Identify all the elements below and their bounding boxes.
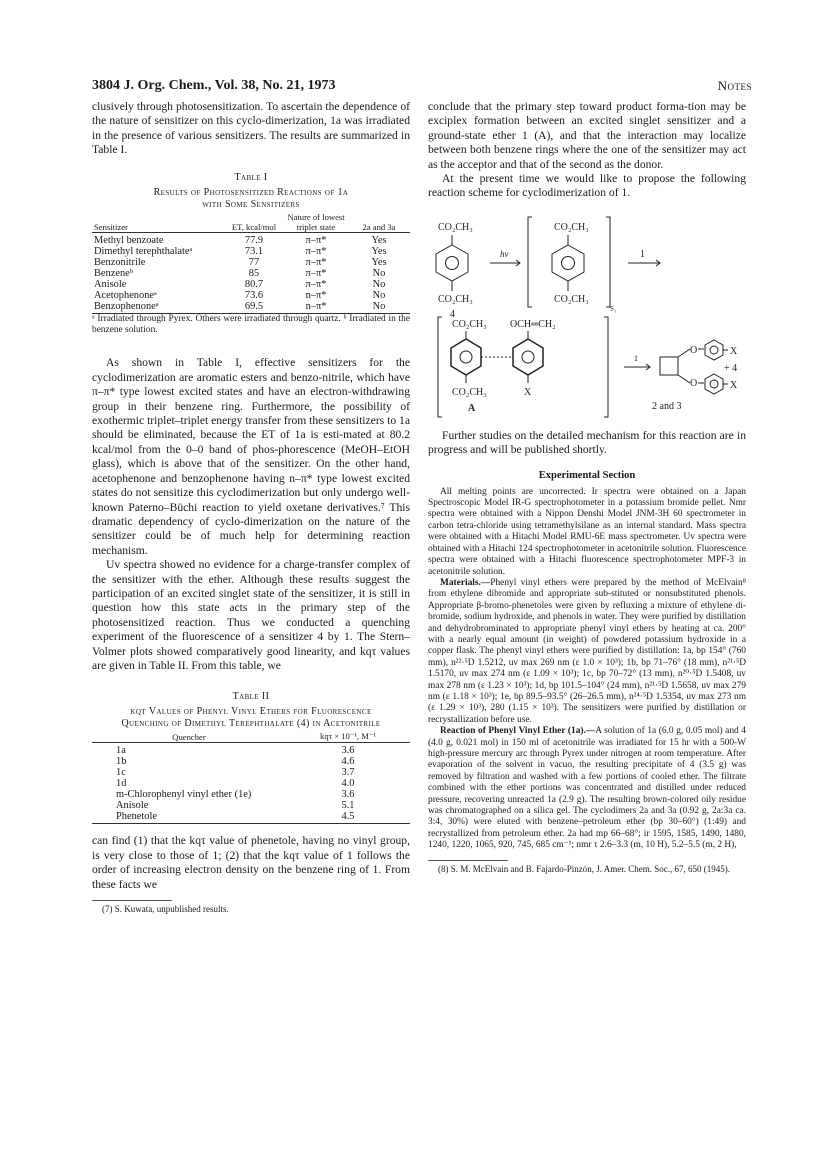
table2-row xyxy=(92,800,410,811)
footnote-7: (7) S. Kuwata, unpublished results. xyxy=(102,904,229,914)
table1-row xyxy=(92,257,410,268)
table1-cell: n–π* xyxy=(305,300,327,312)
table2-row xyxy=(92,767,410,778)
scheme-x-top: X xyxy=(730,345,738,357)
scheme-plus-4: + 4 xyxy=(724,362,738,374)
excited-sensitizer xyxy=(552,235,584,291)
table2-cell: 4.0 xyxy=(341,778,355,790)
table1-header-et: ET, kcal/mol xyxy=(231,221,277,232)
table2-row xyxy=(92,756,410,767)
table1-cell: 85 xyxy=(248,267,260,279)
table2-row xyxy=(92,778,410,789)
table2-cell: 1d xyxy=(116,778,127,790)
table2-cell: 3.6 xyxy=(341,789,355,801)
table2-cell: 4.6 xyxy=(341,756,355,768)
scheme-arrow-1: 1 xyxy=(640,248,645,260)
left-para-4: can find (1) that the kqτ value of phenetole, having no vinyl group, is very close to those of 1; (2) that the kqτ value of 1 follows the order of increasing electron density on the benzene ring of 1. From these facts we xyxy=(92,834,410,891)
table1-cell: Dimethyl terephthalateᵃ xyxy=(94,245,193,257)
table1-header-sensitizer: Sensitizer xyxy=(94,221,128,232)
table1-cell: Benzonitrile xyxy=(94,256,146,268)
table2-label: Table II xyxy=(232,691,270,703)
left-para-1: clusively through photosensitization. To ascertain the dependence of the nature of sensitizer on this cyclo-dimerization, 1a was irradiated in the presence of various sensitizers. The results are summarized in Table I. xyxy=(92,100,410,157)
table1-cell: Yes xyxy=(371,234,387,246)
table2-cell: Anisole xyxy=(116,800,149,812)
journal-citation: 3804 J. Org. Chem., Vol. 38, No. 21, 1973 xyxy=(92,78,336,93)
reaction-heading: Reaction of Phenyl Vinyl Ether (1a).— xyxy=(440,726,596,737)
table2-header-quencher: Quencher xyxy=(172,732,206,743)
scheme-x-A: X xyxy=(524,386,532,398)
materials-text: Phenyl vinyl ethers were prepared by the method of McElvain⁸ from ethylene dibromide and appropriate sub-stituted or nonsubstituted phenols. Appropriate β-bromo-phenetoles were given by refluxing a mixture of ethylene di-bromide, sodium hydroxide, and phenols in water. They were purified by distillation and dehydrobrominated to appropriate phenyl vinyl ethers by heating at ca. 200° with a nearly equal amount (in weight) of powdered potassium hydroxide in a copper flask. The phenyl vinyl ethers were purified by distillation: 1a, bp 154° (760 mm), n²²·⁵D 1.5212, uv max 269 nm (ε 1.0 × 10³); 1b, bp 71–76° (18 mm), n²¹·⁵D 1.5170, uv max 274 nm (ε 1.09 × 10³); 1c, bp 70–72° (13 mm), n²⁰·⁵D 1.5408, uv max 278 nm (ε 1.23 × 10³); 1d, bp 101.5–104° (24 mm), n²¹·⁵D 1.5658, uv max 279 nm (ε 1.18 × 10³); 1e, bp 89.5–93.5° (26–26.5 mm), n²⁴·⁵D 1.5354, uv max 273 nm (ε 1.29 × 10³), 280 (1.15 × 10³). The sensitizers were purified by distillation or recrystallization before use. xyxy=(428,577,746,725)
table1-label: Table I xyxy=(234,171,268,183)
table1-title-1: Results of Photosensitized Reactions of 1a xyxy=(153,186,349,198)
table2-cell: 1c xyxy=(116,767,126,779)
table1-cell: π–π* xyxy=(305,245,327,257)
scheme-o-bottom: O xyxy=(690,377,698,389)
table1-cell: 80.7 xyxy=(244,278,264,290)
reaction-text: A solution of 1a (6.0 g, 0.05 mol) and 4 (4.0 g, 0.021 mol) in 150 ml of acetonitrile was irradiated for 15 hr with a 500-W high-pressure mercury arc through Pyrex under nitrogen at room temperature. After evaporation of the solvent in vacuo, the resulting precipitate of 4 (3.5 g) was removed by filtration and washed with a few portions of cooled ether. The filtrate combined with the ether portions was concentrated and distilled under reduced pressure, recovering unreacted 1a (2.9 g). The resulting brown-colored oily residue was chromatographed on a silica gel. The cyclodimers 2a and 3a (0.92 g, 2a:3a ca. 3:4, 30%) were eluted with benzene–petroleum ether (bp 30–60°) (1:49) and recrystallized from petroleum ether. 2a had mp 66–68°; ir 1595, 1585, 1490, 1480, 1240, 1220, 1065, 920, 745, 685 cm⁻¹; nmr τ 2.6–3.3 (m, 10 H), 5.2–5.5 (m, 2 H), xyxy=(428,726,746,851)
table2-cell: m-Chlorophenyl vinyl ether (1e) xyxy=(116,789,252,801)
table1-cell: No xyxy=(372,300,386,312)
table1-cell: Methyl benzoate xyxy=(94,234,164,246)
table1-footnote: ᵃ Irradiated through Pyrex. Others were irradiated through quartz. ᵇ Irradiated in the benzene solution. xyxy=(92,313,410,336)
table2-cell: 5.1 xyxy=(341,800,355,812)
table2-cell: 1a xyxy=(116,745,126,757)
table1-header-result: 2a and 3a xyxy=(362,221,396,232)
scheme-co2ch3-A: CO₂CH₃ xyxy=(452,318,487,330)
scheme-label-A: A xyxy=(468,402,476,414)
left-para-3: Uv spectra showed no evidence for a charge-transfer complex of the sensitizer with the ether. Although these results suggest the participation of an excited singlet state of the sensitizer, it is still in question how this state acts in the primary step of the photosensitized reaction. Thus we conducted a quenching experiment of the fluorescence of a sensitizer 4 by 1. The Stern–Volmer plots showed comparatively good linearity, and kqτ values are given in Table II. From this table, we xyxy=(92,558,410,672)
table1-header-nature: Nature of lowest triplet state xyxy=(287,211,345,232)
table2-row xyxy=(92,789,410,800)
table2-cell: 3.7 xyxy=(341,767,355,779)
table1-row xyxy=(92,246,410,257)
table1 xyxy=(92,212,410,312)
table1-cell: π–π* xyxy=(305,234,327,246)
right-para-3: Further studies on the detailed mechanism for this reaction are in progress and will be published shortly. xyxy=(428,428,746,457)
table2-title-2: Quenching of Dimethyl Terephthalate (4) in Acetonitrile xyxy=(121,718,381,730)
table2 xyxy=(92,731,410,822)
table1-row xyxy=(92,279,410,290)
scheme-s1: S₁ xyxy=(610,304,617,313)
table1-cell: No xyxy=(372,267,386,279)
footnote-8: (8) S. M. McElvain and B. Fajardo-Pinzón, J. Amer. Chem. Soc., 67, 650 (1945). xyxy=(438,863,730,874)
materials-heading: Materials.— xyxy=(440,577,491,588)
table2-row xyxy=(92,811,410,822)
table1-cell: 73.1 xyxy=(244,245,264,257)
table1-cell: π–π* xyxy=(305,278,327,290)
table1-cell: 73.6 xyxy=(244,289,264,301)
table1-cell: 77.9 xyxy=(244,234,264,246)
scheme-co2ch3-top: CO₂CH₃ xyxy=(438,221,473,233)
table1-cell: No xyxy=(372,278,386,290)
table1-row xyxy=(92,301,410,312)
table1-cell: π–π* xyxy=(305,256,327,268)
table1-cell: n–π* xyxy=(305,289,327,301)
exciplex-A xyxy=(451,331,543,383)
right-para-2: At the present time we would like to propose the following reaction scheme for cyclodimerization of 1. xyxy=(428,172,746,200)
left-para-2: As shown in Table I, effective sensitizers for the cyclodimerization are aromatic esters and benzo-nitrile, which have π–π* type lowest excited states and have an electron-withdrawing group in their benzene ring. Furthermore, the possibility of exothermic triplet–triplet energy transfer from these sensitizers to 1a should be eliminated, because the ET of 1a is esti-mated at 80.2 kcal/mol from the 0–0 band of phos-phorescence (MeOH–EtOH glass), which is above that of the sensitizer. On the other hand, acetophenone and benzophenone having n–π* type lowest excited states do not sensitize this cyclodimerization but only undergo well-known Paterno–Büchi reaction to yield oxetane derivatives.⁷ This dramatic dependency of cyclo-dimerization on the nature of the sensitizer could be of much help for determining reaction mechanism. xyxy=(92,356,410,557)
scheme-label-4: 4 xyxy=(450,308,455,320)
scheme-och-ch2: OCH═CH₂ xyxy=(510,318,556,330)
scheme-hv: hν xyxy=(500,248,509,259)
left-column xyxy=(92,100,410,915)
table1-cell: Benzeneᵇ xyxy=(94,267,133,279)
table1-cell: 69.5 xyxy=(244,300,264,312)
table1-row xyxy=(92,268,410,279)
table1-cell: Benzophenoneᵃ xyxy=(94,300,159,312)
experimental-para-1: All melting points are uncorrected. Ir spectra were obtained on a Japan Spectroscopic Model IR-G spectrophotometer in a potassium bromide pellet. Nmr spectra were obtained with a Nippon Denshi Model JNM-3H 60 spectrometer in carbon tetra-chloride using tetramethylsilane as an internal standard. Mass spectra were obtained with a Hitachi Model RMU-6E mass spectrometer. Uv spectra were obtained with a Hitachi 124 spectrophotometer in acetonitrile solution. Fluorescence spectra were obtained with a Hitachi fluorescence spectrophotometer MPF-3 in acetonitrile solution. xyxy=(428,486,746,577)
table1-cell: Acetophenoneᵃ xyxy=(94,289,157,301)
table2-cell: 1b xyxy=(116,756,127,768)
table1-row xyxy=(92,290,410,301)
table1-cell: No xyxy=(372,289,386,301)
table2-title-1: kqτ Values of Phenyl Vinyl Ethers for Fluorescence xyxy=(130,706,372,718)
table1-cell: π–π* xyxy=(305,267,327,279)
table1-cell: Yes xyxy=(371,245,387,257)
scheme-arrow-2-label: 1 xyxy=(634,353,638,363)
right-column xyxy=(428,100,746,875)
scheme-co2ch3-bottom-2: CO₂CH₃ xyxy=(554,293,589,305)
scheme-o-top: O xyxy=(690,344,698,356)
reaction-scheme xyxy=(428,205,746,423)
table2-cell: 3.6 xyxy=(341,745,355,757)
section-name: Notes xyxy=(717,78,752,93)
experimental-heading: Experimental Section xyxy=(538,469,636,481)
table1-cell: 77 xyxy=(248,256,260,268)
table1-cell: Yes xyxy=(371,256,387,268)
table1-row xyxy=(92,235,410,246)
table2-header-value: kqτ × 10⁻¹, M⁻¹ xyxy=(320,731,376,742)
table2-cell: Phenetole xyxy=(116,811,157,823)
table1-title-2: with Some Sensitizers xyxy=(202,198,300,210)
table2-cell: 4.5 xyxy=(341,811,355,823)
right-para-1: conclude that the primary step toward product forma-tion may be exciplex formation between an excited singlet sensitizer and a ground-state ether 1 (A), and that the interaction may localize between both benzene rings where the one of the sensitizer may act as the acceptor and that of the second as the donor. xyxy=(428,100,746,171)
compound-4 xyxy=(436,235,468,291)
scheme-co2ch3-top-2: CO₂CH₃ xyxy=(554,221,589,233)
scheme-x-bottom: X xyxy=(730,379,738,391)
page-header xyxy=(92,78,752,96)
scheme-co2ch3-A-bottom: CO₂CH₃ xyxy=(452,386,487,398)
table1-cell: Anisole xyxy=(94,278,127,290)
scheme-label-products: 2 and 3 xyxy=(652,400,682,412)
table2-row xyxy=(92,745,410,756)
scheme-co2ch3-bottom: CO₂CH₃ xyxy=(438,293,473,305)
